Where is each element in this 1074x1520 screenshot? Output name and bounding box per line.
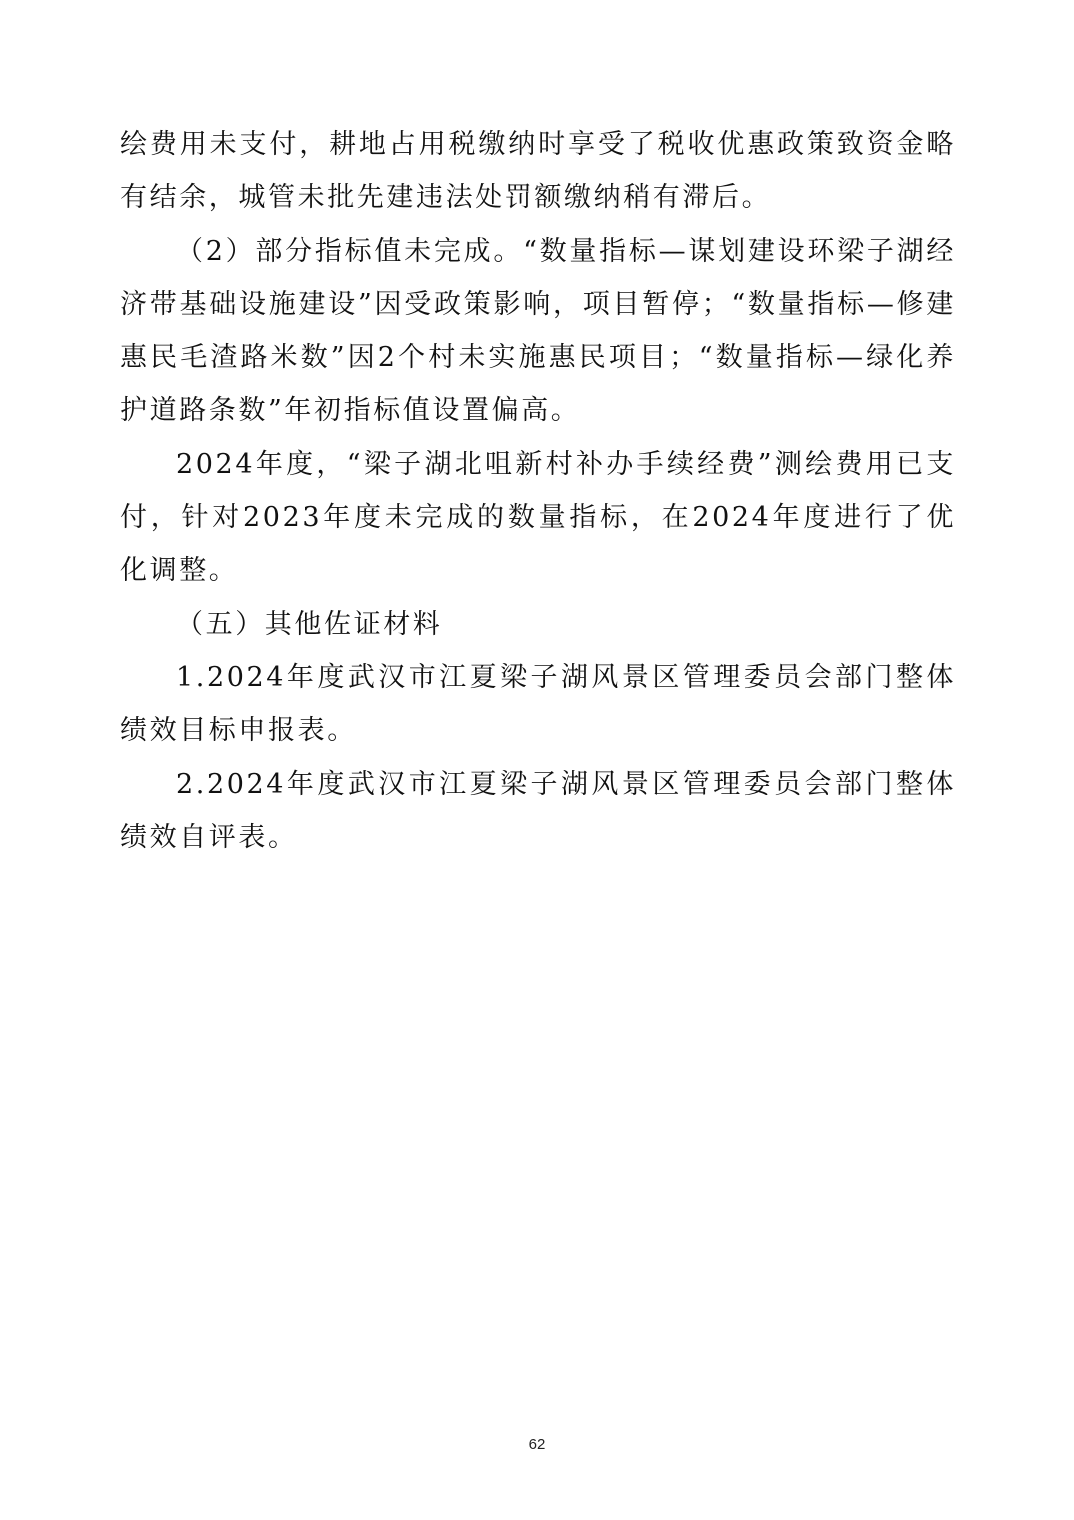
evidence-item-1: 1.2024年度武汉市江夏梁子湖风景区管理委员会部门整体绩效目标申报表。 [120,661,956,747]
section-heading: （五）其他佐证材料 [176,608,443,640]
paragraph-continuation: 绘费用未支付，耕地占用税缴纳时享受了税收优惠政策致资金略有结余，城管未批先建违法处罚额缴纳稍有滞后。 [120,129,956,214]
paragraph-indicators: （2）部分指标值未完成。“数量指标—谋划建设环梁子湖经济带基础设施建设”因受政策影响，项目暂停；“数量指标—修建惠民毛渣路米数”因2个村未实施惠民项目；“数量指标—绿化养护道路条数”年初指标值设置偏高。 [120,235,956,427]
evidence-item-2: 2.2024年度武汉市江夏梁子湖风景区管理委员会部门整体绩效自评表。 [120,768,956,853]
body-text [120,118,956,864]
page-number: 62 [528,1436,546,1453]
paragraph-2024-adjustment: 2024年度，“梁子湖北咀新村补办手续经费”测绘费用已支付，针对2023年度未完成的数量指标，在2024年度进行了优化调整。 [120,448,956,587]
